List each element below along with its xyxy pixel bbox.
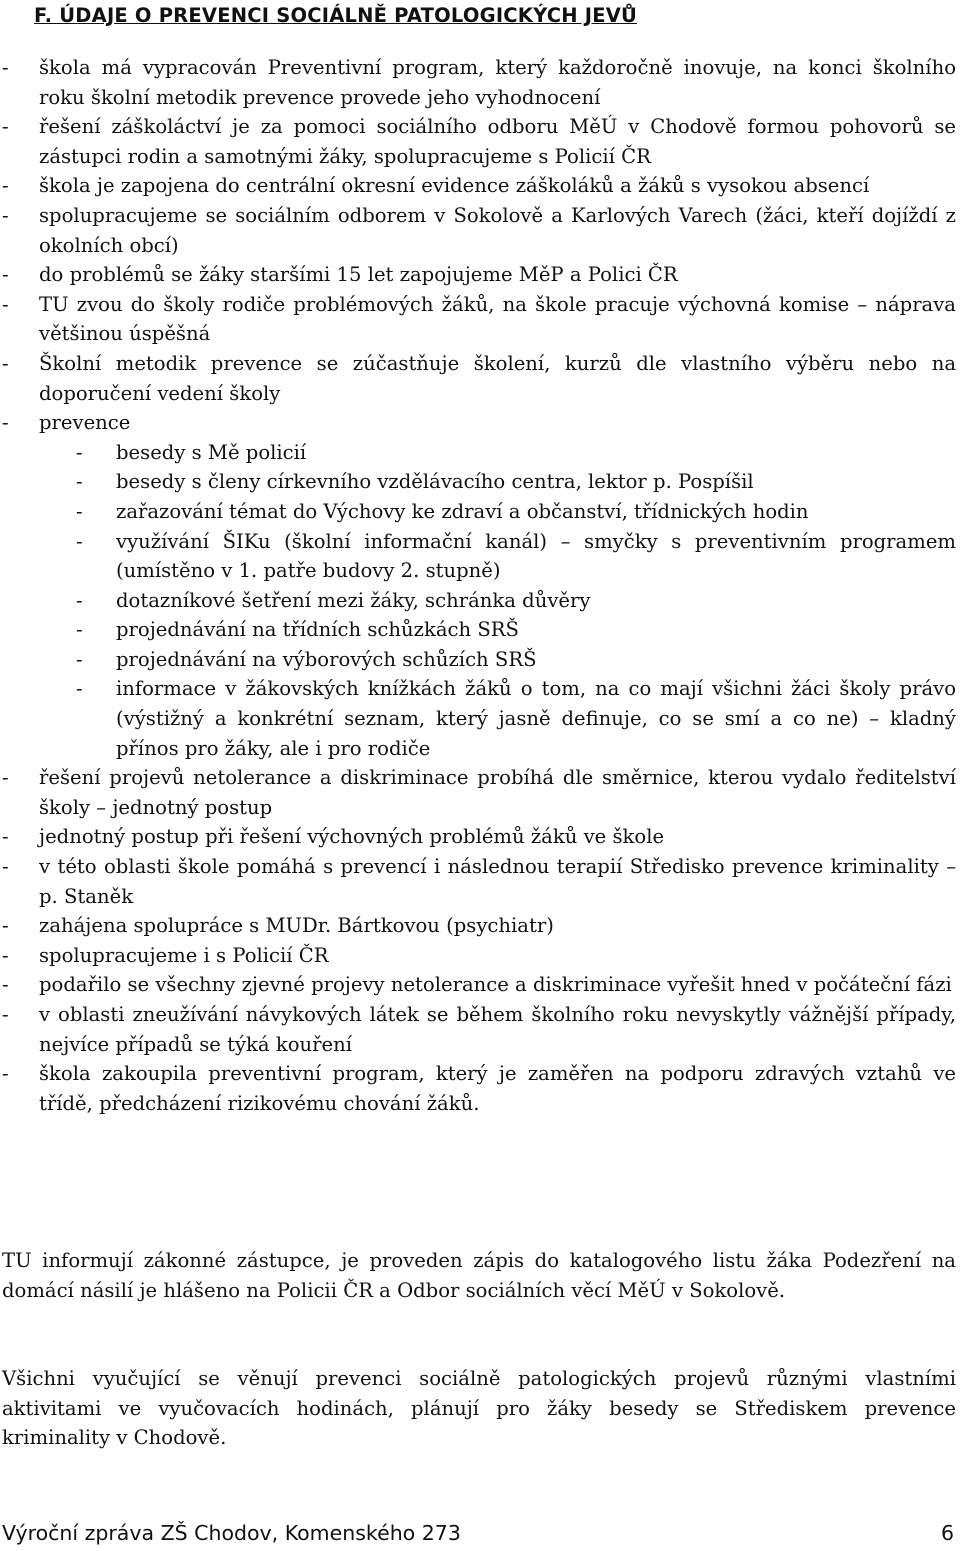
list-item-text: zahájena spolupráce s MUDr. Bártkovou (psychiatr) (39, 914, 554, 938)
bullet-dash: - (2, 292, 9, 316)
bullet-dash: - (76, 647, 83, 671)
sub-list-item-text: projednávání na výborových schůzích SRŠ (116, 647, 537, 671)
bullet-dash: - (76, 618, 83, 642)
bullet-dash: - (76, 677, 83, 701)
sub-list-item-text: besedy s členy církevního vzdělávacího centra, lektor p. Pospíšil (116, 470, 754, 494)
bullet-dash: - (2, 1062, 9, 1086)
bullet-dash: - (2, 1003, 9, 1026)
sub-list-item-text: besedy s Mě policií (116, 440, 307, 464)
list-item-text: řešení záškoláctví je za pomoci sociálního odboru MěÚ v Chodově formou pohovorů se zástupci rodin a samotnými žáky, spolupracujeme s Policií ČR (39, 115, 956, 168)
list-item-text: spolupracujeme se sociálním odborem v Sokolově a Karlových Varech (žáci, kteří dojíždí z okolních obcí) (39, 203, 956, 257)
list-item-text: jednotný postup při řešení výchovných problémů žáků ve škole (39, 825, 665, 849)
list-item-text: Školní metodik prevence se zúčastňuje školení, kurzů dle vlastního výběru nebo na doporučení vedení školy (39, 351, 956, 405)
list-item-text: škola je zapojena do centrální okresní evidence záškoláků a žáků s vysokou absencí (39, 174, 870, 198)
page-number: 6 (940, 1521, 954, 1545)
bullet-dash: - (2, 174, 9, 198)
footer-title: Výroční zpráva ZŠ Chodov, Komenského 273 (2, 1521, 461, 1545)
bullet-dash: - (2, 825, 9, 849)
list-item-text: TU zvou do školy rodiče problémových žáků, na škole pracuje výchovná komise – náprava většinou úspěšná (39, 292, 956, 346)
bullet-dash: - (2, 351, 9, 375)
list-item-text: škola má vypracován Preventivní program, který každoročně inovuje, na konci školního roku školní metodik prevence provede jeho vyhodnocení (39, 56, 956, 109)
list-item (0, 911, 956, 941)
sub-list-item (0, 586, 956, 616)
bullet-dash: - (76, 499, 83, 523)
bullet-dash: - (76, 529, 83, 553)
sub-list-item-text: využívání ŠIKu (školní informační kanál) – smyčky s preventivním programem (umístěno v 1. patře budovy 2. stupně) (116, 529, 956, 583)
sub-list-item-text: informace v žákovských knížkách žáků o tom, na co mají všichni žáci školy právo (výstižný a konkrétní seznam, který jasně definuje, co se smí a co ne) – kladný přínos pro žáky, ale i pro rodiče (116, 677, 956, 760)
bullet-dash: - (2, 263, 9, 287)
list-item (0, 260, 956, 290)
list-item (0, 171, 956, 201)
bullet-dash: - (2, 943, 9, 967)
bullet-dash: - (2, 766, 9, 790)
list-item (0, 201, 956, 260)
list-item (0, 822, 956, 852)
list-item-text: prevence (39, 411, 131, 435)
list-item (0, 53, 956, 112)
bullet-dash: - (2, 115, 9, 139)
paragraph-teachers: Všichni vyučující se věnují prevenci sociálně patologických projevů různými vlastními aktivitami ve vyučovacích hodinách, plánují pro žáky besedy se Střediskem prevence kriminality v Chodově. (2, 1367, 956, 1450)
bullet-dash: - (2, 56, 9, 79)
bullet-dash: - (2, 203, 9, 227)
bullet-dash: - (2, 411, 9, 435)
sub-list-item-text: projednávání na třídních schůzkách SRŠ (116, 618, 519, 642)
sub-list-item (0, 527, 956, 586)
list-item (0, 763, 956, 822)
list-item (0, 941, 956, 971)
paragraph-legal-guardians: TU informují zákonné zástupce, je proveden zápis do katalogového listu žáka Podezření na domácí násilí je hlášeno na Policii ČR a Odbor sociálních věcí MěÚ v Sokolově. (2, 1249, 956, 1302)
page-footer (2, 1519, 956, 1547)
bullet-dash: - (76, 588, 83, 612)
list-item (0, 408, 956, 438)
sub-list-item-text: zařazování témat do Výchovy ke zdraví a občanství, třídnických hodin (116, 499, 809, 523)
bullet-dash: - (76, 470, 83, 494)
measures-list (0, 53, 960, 1118)
sub-list-item (0, 674, 956, 763)
list-item (0, 1000, 956, 1059)
list-item-text: řešení projevů netolerance a diskriminace probíhá dle směrnice, kterou vydalo ředitelství školy – jednotný postup (39, 766, 956, 819)
list-item-text: do problémů se žáky staršími 15 let zapojujeme MěP a Polici ČR (39, 263, 678, 287)
list-item-text: spolupracujeme i s Policií ČR (39, 943, 329, 967)
sub-list-item (0, 497, 956, 527)
list-item-text: v této oblasti škole pomáhá s prevencí i následnou terapií Středisko prevence kriminality – p. Staněk (39, 855, 956, 908)
sub-list-item (0, 645, 956, 675)
sub-list-item-text: dotazníkové šetření mezi žáky, schránka důvěry (116, 588, 591, 612)
list-item-text: škola zakoupila preventivní program, který je zaměřen na podporu zdravých vztahů ve třídě, předcházení rizikovému chování žáků. (39, 1062, 956, 1115)
sub-list-item (0, 467, 956, 497)
list-item (0, 1059, 956, 1118)
bullet-dash: - (2, 855, 9, 879)
sub-list-item (0, 615, 956, 645)
list-item-text: v oblasti zneužívání návykových látek se během školního roku nevyskytly vážnější případy, nejvíce případů se týká kouření (39, 1003, 956, 1056)
list-item (0, 970, 956, 1000)
bullet-dash: - (2, 973, 9, 997)
section-heading: F. ÚDAJE O PREVENCI SOCIÁLNĚ PATOLOGICKÝCH JEVŮ (34, 4, 638, 27)
list-item (0, 852, 956, 911)
list-item (0, 112, 956, 171)
list-item (0, 349, 956, 408)
bullet-dash: - (76, 440, 83, 464)
list-item (0, 290, 956, 349)
bullet-dash: - (2, 914, 9, 938)
list-item-text: podařilo se všechny zjevné projevy netolerance a diskriminace vyřešit hned v počáteční fázi (39, 973, 952, 997)
sub-list-item (0, 438, 956, 468)
